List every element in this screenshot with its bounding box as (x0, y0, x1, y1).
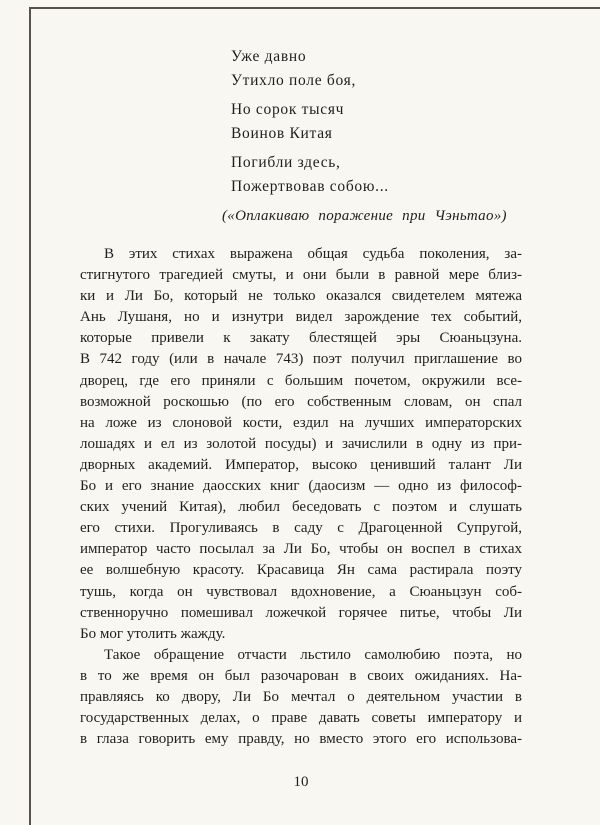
poem-line: Утихло поле боя, (231, 72, 357, 89)
text-line: ее волшебную красоту. Красавица Ян сама растирала поэту (80, 562, 522, 579)
text-line: на ложе из слоновой кости, ездил на лучших императорских (80, 414, 522, 431)
page-content (80, 45, 522, 750)
text-line: В 742 году (или в начале 743) поэт получил приглашение во (80, 351, 522, 368)
poem-line: Воинов Китая (231, 125, 333, 142)
text-line: в глаза говорить ему правду, но вместо этого его использова- (80, 731, 522, 748)
text-line: дворец, где его приняли с большим почетом, окружили все- (80, 372, 522, 389)
poem (80, 45, 522, 199)
text-line: его стихи. Прогуливаясь в саду с Драгоценной Супругой, (80, 520, 522, 537)
page-number: 10 (293, 774, 309, 790)
text-line: в то же время он был разочарован в своих ожиданиях. На- (80, 667, 522, 684)
text-line: Такое обращение отчасти льстило самолюбию поэта, но (104, 646, 522, 663)
text-line: ки и Ли Бо, который не только оказался свидетелем мятежа (80, 288, 522, 305)
text-line: возможной роскошью (по его собственным словам, он спал (80, 393, 522, 410)
text-line: Ань Лушаня, но и изнутри видел зарождение тех событий, (80, 309, 522, 326)
text-line: В этих стихах выражена общая судьба поколения, за- (104, 246, 522, 262)
poem-line: Уже давно (231, 48, 307, 65)
scan-border-left-line (29, 7, 31, 825)
body-text (80, 244, 522, 750)
text-line: правляясь ко двору, Ли Бо мечтал о деятельном участии в (80, 688, 522, 705)
paragraph (80, 244, 522, 645)
poem-stanza (231, 45, 522, 93)
poem-line: Погибли здесь, (231, 154, 341, 171)
text-line: государственных делах, о праве давать советы императору и (80, 710, 522, 727)
poem-stanza (231, 98, 522, 146)
text-line: Бо мог утолить жажду. (80, 625, 226, 642)
text-line: которые привели к закату блестящей эры Сюаньцзуна. (80, 330, 522, 347)
text-line: Бо и его знание даосских книг (даосизм — одно из философ- (80, 478, 522, 495)
text-line: тушь, когда он чувствовал вдохновение, а Сюаньцзун соб- (80, 583, 522, 600)
text-line: ственноручно помешивал ложечкой горячее питье, чтобы Ли (80, 604, 522, 621)
poem-line: Пожертвовав собою... (231, 178, 389, 195)
paragraph (80, 645, 522, 750)
text-line: дворных академий. Император, высоко ценивший талант Ли (80, 456, 522, 473)
poem-line: Но сорок тысяч (231, 101, 345, 118)
text-line: император часто посылал за Ли Бо, чтобы он воспел в стихах (80, 541, 522, 558)
poem-attribution: («Оплакиваю поражение при Чэньтао») (222, 208, 507, 224)
text-line: стигнутого трагедией смуты, и они были в равной мере близ- (80, 267, 522, 284)
scan-border-top-line (29, 7, 600, 9)
poem-stanza (231, 151, 522, 199)
text-line: лошадях и ел из золотой посуды) и зачислили в одну из при- (80, 435, 522, 452)
text-line: ских учений Китая), любил беседовать с поэтом и слушать (80, 499, 522, 516)
